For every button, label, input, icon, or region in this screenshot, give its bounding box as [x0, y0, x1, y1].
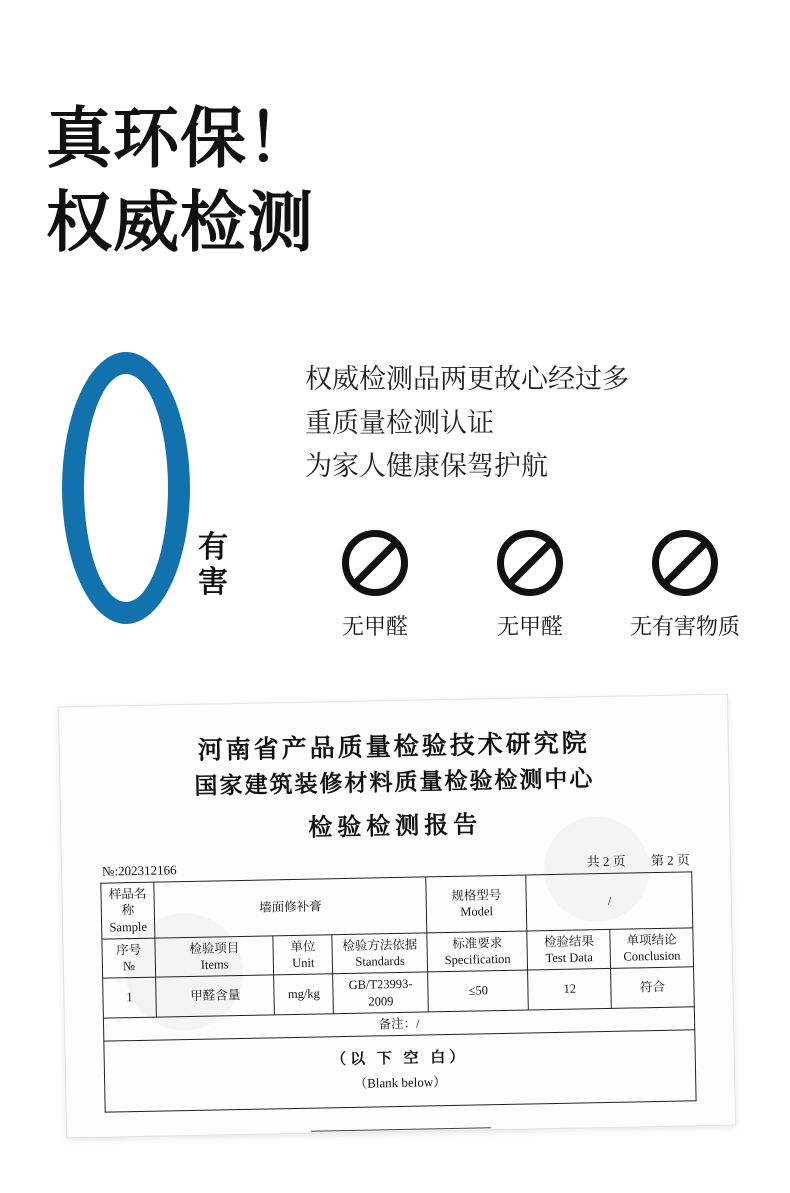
- blank-below-cell: [104, 1030, 696, 1112]
- badge-item: [610, 530, 760, 641]
- report-pages-current: 第 2 页: [650, 852, 691, 869]
- badge-caption: 无甲醛: [496, 614, 563, 639]
- sample-label-cell: [101, 882, 155, 939]
- cell-standard-line-2: 2009: [368, 993, 394, 1009]
- report-number: №:202312166: [101, 862, 177, 879]
- header-test-data-en: Test Data: [545, 950, 593, 966]
- model-label-en: Model: [460, 904, 494, 920]
- header-no: [102, 938, 156, 979]
- page-title: [46, 96, 314, 265]
- report-pages-total: 共 2 页: [586, 853, 626, 870]
- sample-label-en: Sample: [109, 919, 148, 935]
- header-no-cn: 序号: [116, 942, 142, 958]
- report-org-line-2: 国家建筑装修材料质量检验检测中心: [194, 765, 595, 799]
- zero-digit-icon: [62, 352, 190, 624]
- header-test-data-cn: 检验结果: [543, 933, 595, 949]
- inspection-report-document: [58, 694, 736, 1139]
- cell-standard-line-1: GB/T23993-: [348, 976, 413, 993]
- cell-spec: ≤50: [428, 970, 529, 1011]
- zero-harm-mark: [62, 352, 252, 652]
- zero-harm-label: [190, 530, 236, 601]
- header-conclusion-cn: 单项结论: [626, 932, 677, 948]
- report-doc-title: 检验检测报告: [308, 812, 483, 842]
- header-unit: [273, 934, 333, 975]
- model-label-cell: [426, 875, 528, 933]
- header-specification: [427, 931, 528, 972]
- signature-rule: [311, 1127, 491, 1131]
- header-items-cn: 检验项目: [189, 940, 240, 956]
- zero-harm-label-line-1: 有: [198, 531, 228, 564]
- header-unit-en: Unit: [292, 955, 315, 971]
- page-title-line-1: 真环保！: [46, 101, 314, 175]
- header-test-data: [527, 929, 610, 970]
- sample-value-cell: 墙面修补膏: [154, 877, 427, 938]
- cell-item: 甲醛含量: [156, 975, 275, 1017]
- report-org-line-1: 河南省产品质量检验技术研究院: [197, 730, 590, 765]
- report-pages: [565, 849, 691, 870]
- page-title-line-2: 权威检测: [46, 185, 314, 260]
- cell-unit: mg/kg: [274, 974, 334, 1015]
- remark-label: 备注：: [378, 1016, 417, 1032]
- lede-line-3: 为家人健康保驾护航: [305, 451, 548, 482]
- lede-line-2: 重质量检测认证: [305, 407, 494, 438]
- cell-conclusion: 符合: [611, 967, 695, 1008]
- sample-label-cn: 样品名称: [108, 886, 147, 918]
- header-standards-en: Standards: [355, 953, 405, 969]
- badge-caption: 无甲醛: [341, 614, 408, 639]
- badge-item: [455, 530, 605, 641]
- header-no-en: №: [122, 959, 136, 974]
- blank-below-cn: （以 下 空 白）: [330, 1049, 469, 1069]
- no-entry-icon: [342, 530, 408, 596]
- badge-row: [300, 530, 760, 641]
- header-specification-cn: 标准要求: [452, 935, 503, 951]
- lede-paragraph: [305, 358, 755, 489]
- badge-item: [300, 530, 450, 641]
- header-items: [155, 936, 274, 978]
- model-label-cn: 规格型号: [451, 888, 502, 904]
- header-standards-cn: 检验方法依据: [342, 937, 418, 953]
- cell-result: 12: [528, 969, 611, 1010]
- cell-standard: [333, 972, 428, 1013]
- table-blank-row: [104, 1030, 696, 1112]
- zero-harm-label-line-2: 害: [198, 566, 228, 600]
- lede-line-1: 权威检测品两更故心经过多: [305, 364, 629, 394]
- no-entry-icon: [497, 530, 563, 596]
- cell-no: 1: [103, 977, 157, 1018]
- header-specification-en: Specification: [444, 951, 511, 968]
- header-items-en: Items: [200, 957, 229, 972]
- header-unit-cn: 单位: [290, 939, 316, 954]
- model-value-cell: /: [526, 872, 693, 931]
- header-conclusion-en: Conclusion: [623, 948, 681, 964]
- remark-value: /: [415, 1016, 420, 1031]
- header-standards: [332, 933, 427, 974]
- no-entry-icon: [652, 530, 718, 596]
- header-conclusion: [610, 928, 694, 969]
- report-table: [100, 871, 696, 1112]
- blank-below-en: （Blank below）: [354, 1073, 447, 1091]
- badge-caption: 无有害物质: [629, 614, 740, 639]
